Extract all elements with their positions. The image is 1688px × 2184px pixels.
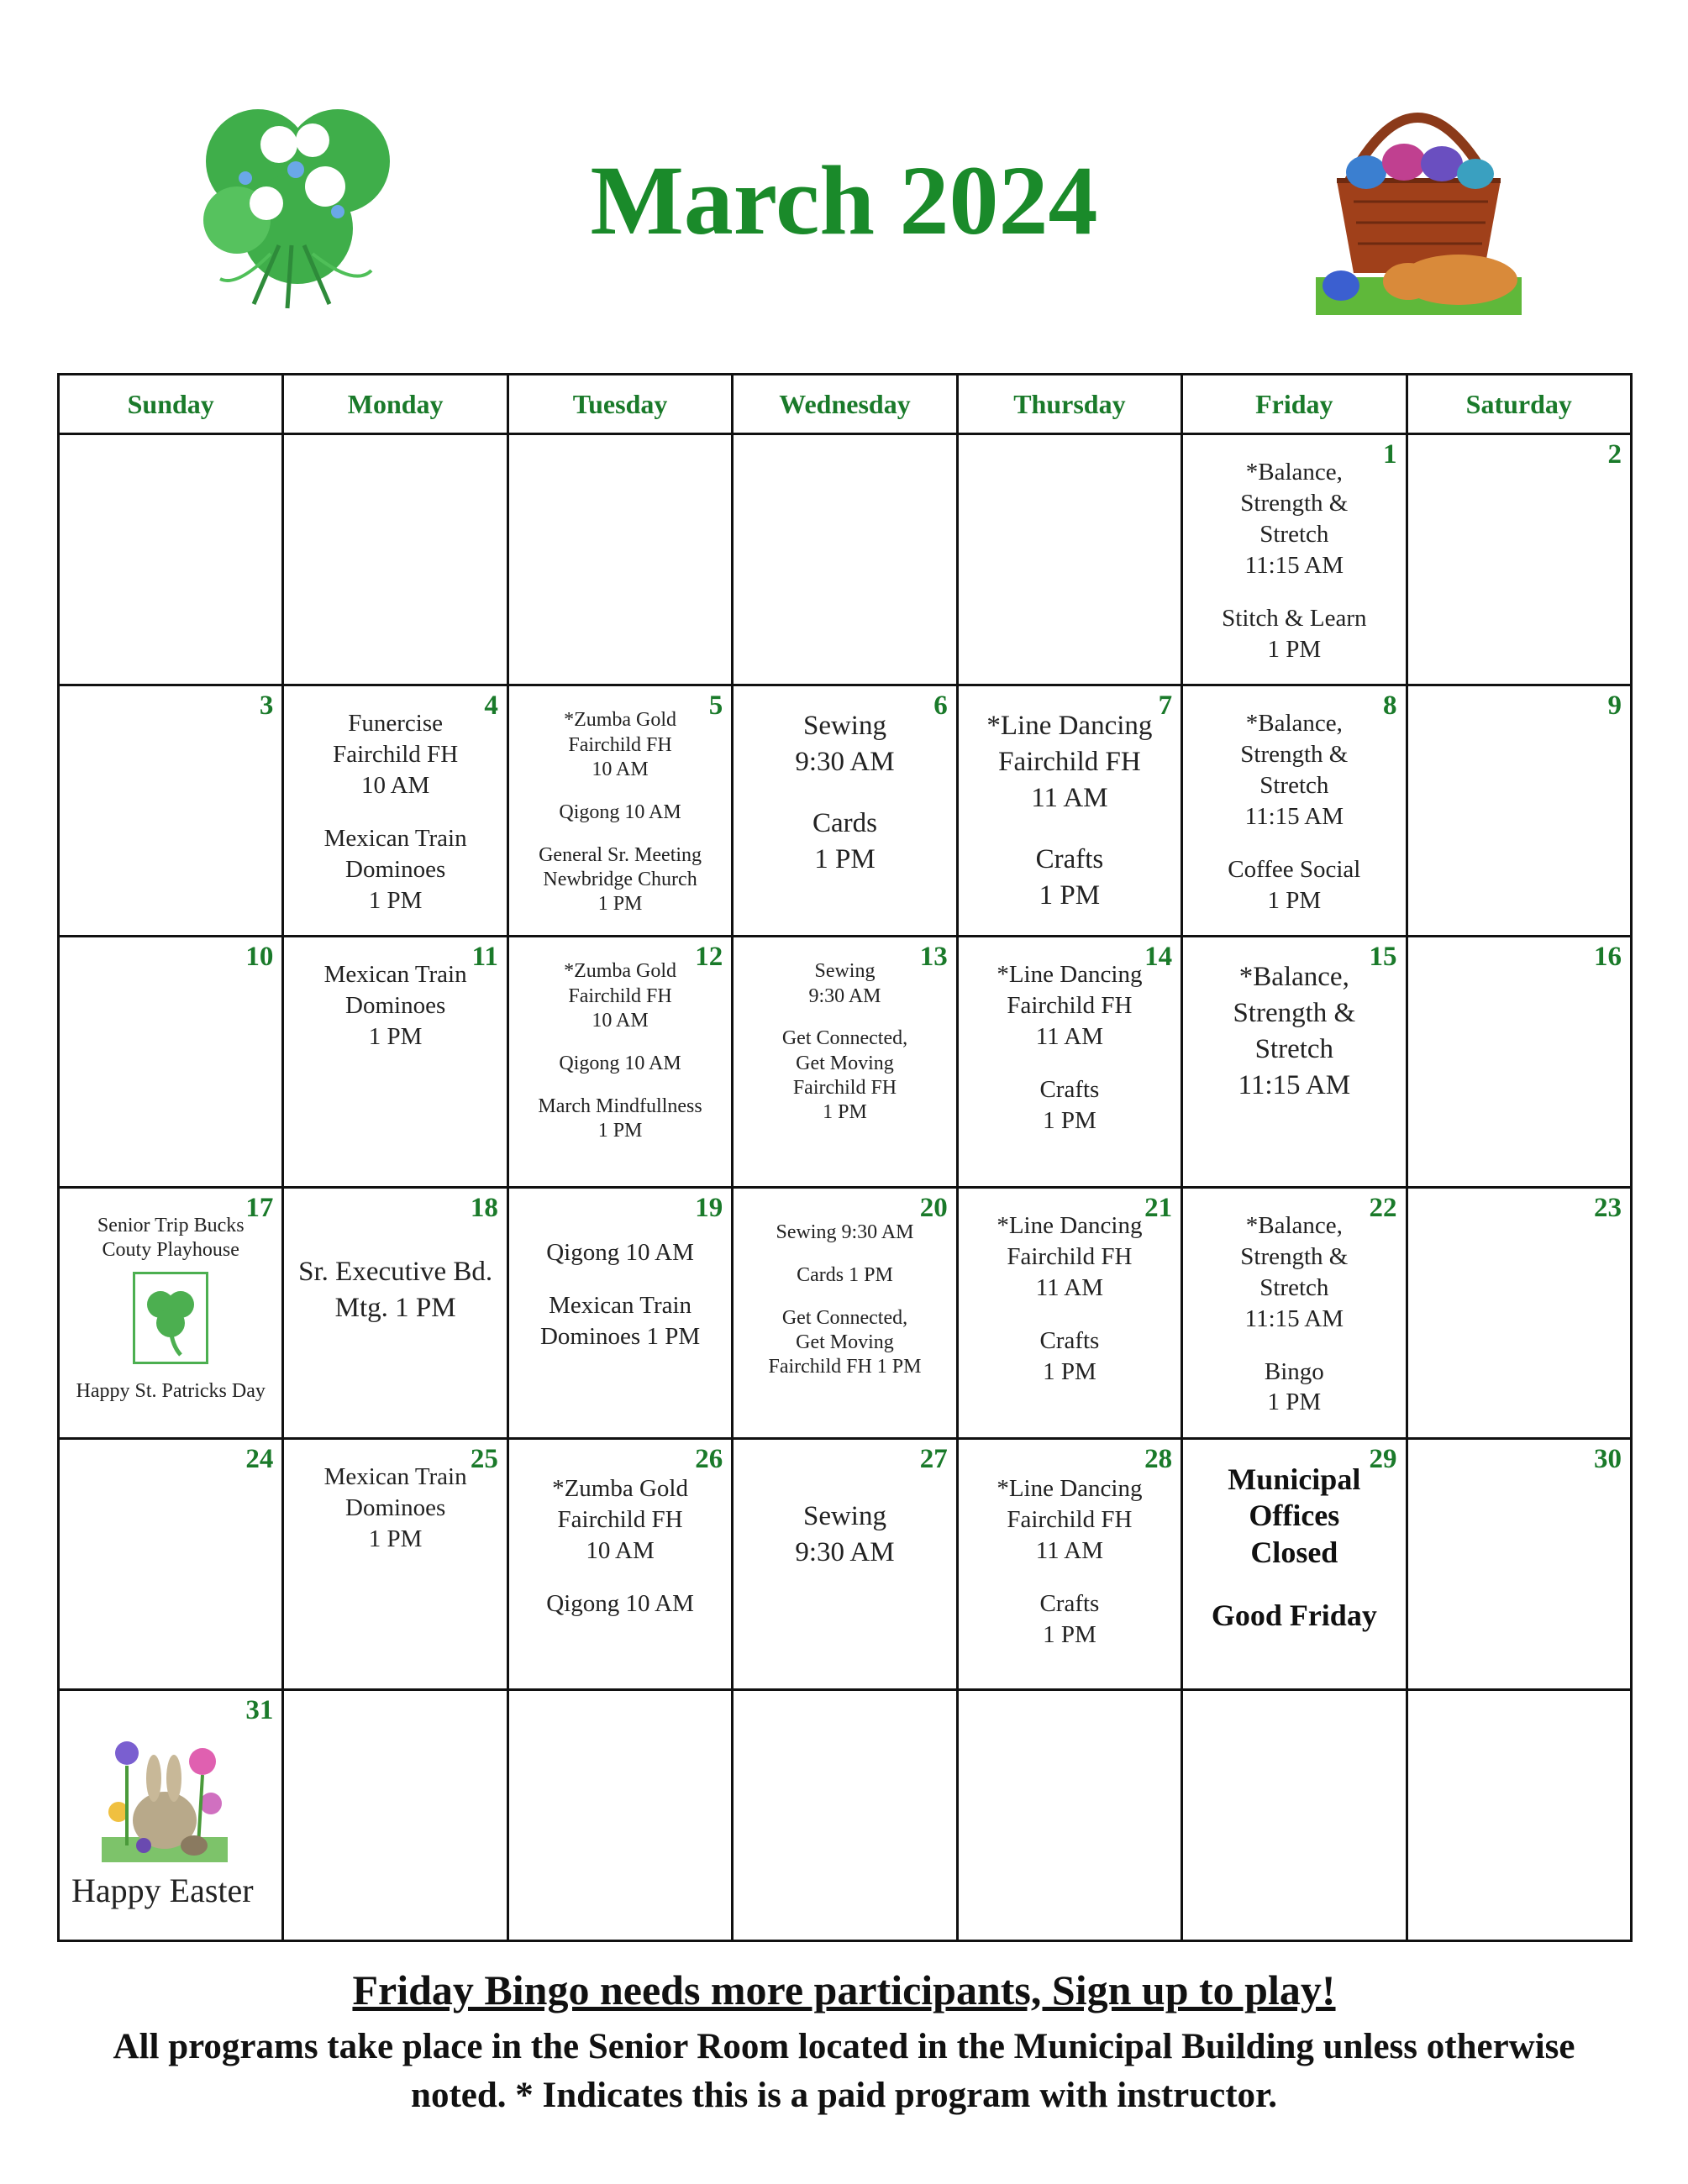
day-number: 13	[919, 942, 948, 973]
event-line: Senior Trip Bucks	[97, 1215, 245, 1237]
event-line: Stretch	[1259, 772, 1329, 800]
event-line: Fairchild FH	[333, 741, 459, 769]
spacer	[744, 1009, 945, 1027]
event-line: 1 PM	[1043, 1620, 1096, 1648]
day-cell-25	[283, 1439, 507, 1690]
easter-text: Happy Easter	[71, 1872, 254, 1910]
event-line: Cards	[812, 807, 877, 838]
event-line: Fairchild FH	[1007, 1505, 1133, 1533]
weekday-header-row	[59, 375, 1632, 434]
spacer	[744, 780, 945, 806]
spacer	[1193, 581, 1395, 603]
event-line: Dominoes 1 PM	[539, 1322, 701, 1350]
event-line: 11 AM	[1035, 1536, 1104, 1564]
event-line: Qigong 10 AM	[559, 1052, 681, 1074]
day-cell-22	[1182, 1188, 1407, 1439]
event-line: 9:30 AM	[795, 1537, 895, 1568]
event-line: Bingo	[1264, 1357, 1324, 1385]
event-line: Crafts	[1035, 843, 1104, 874]
event-line: 11:15 AM	[1244, 802, 1344, 830]
event-line: Couty Playhouse	[102, 1239, 239, 1262]
event-line: 11:15 AM	[1238, 1069, 1351, 1100]
day-cell-7	[957, 685, 1181, 937]
event-line: Qigong 10 AM	[546, 1589, 694, 1617]
spacer	[969, 1304, 1170, 1326]
event-line: Mexican Train	[323, 961, 467, 989]
day-cell-28	[957, 1439, 1181, 1690]
event-line: Fairchild FH 1 PM	[768, 1356, 922, 1378]
day-cell-14	[957, 937, 1181, 1188]
page-title: March 2024	[590, 145, 1098, 255]
day-events	[959, 686, 1181, 913]
event-line: 9:30 AM	[795, 747, 895, 778]
day-cell-30	[1407, 1439, 1631, 1690]
day-number: 7	[1158, 690, 1173, 722]
day-cell-5	[507, 685, 732, 937]
event-line: 1 PM	[1043, 1106, 1096, 1134]
day-cell-20	[733, 1188, 957, 1439]
spacer	[519, 1033, 721, 1052]
spacer	[294, 801, 496, 823]
day-number: 27	[919, 1444, 948, 1475]
bingo-headline: Friday Bingo needs more participants, Sign up to play!	[352, 1966, 1336, 2013]
event-line: 10 AM	[586, 1536, 655, 1564]
day-cell-10	[59, 937, 283, 1188]
day-number: 9	[1607, 690, 1622, 722]
day-number: 20	[919, 1193, 948, 1224]
event-line: Fairchild FH	[792, 1076, 897, 1099]
shamrock-icon	[133, 1272, 208, 1364]
day-number: 10	[245, 942, 274, 973]
event-line: 1 PM	[814, 843, 876, 874]
spacer	[969, 816, 1170, 842]
event-line: Good Friday	[1211, 1599, 1377, 1633]
event-line: Cards 1 PM	[797, 1264, 893, 1287]
event-line: 1 PM	[368, 1525, 423, 1552]
day-events	[1183, 686, 1405, 916]
event-line: Stretch	[1259, 1273, 1329, 1301]
event-line: Municipal	[1228, 1462, 1361, 1497]
day-cell-4	[283, 685, 507, 937]
event-line: Get Moving	[796, 1331, 894, 1354]
week-row	[59, 937, 1632, 1188]
empty-cell	[733, 1690, 957, 1941]
event-line: 1 PM	[1267, 1389, 1322, 1416]
spacer	[519, 825, 721, 843]
day-cell-21	[957, 1188, 1181, 1439]
spacer	[744, 1288, 945, 1306]
event-line: Stitch & Learn	[1222, 604, 1367, 632]
weekday-wednesday: Wednesday	[733, 375, 957, 434]
empty-cell	[283, 434, 507, 685]
event-line: Fairchild FH	[1007, 1243, 1133, 1271]
event-line: *Balance,	[1245, 1212, 1343, 1240]
spacer	[1193, 1335, 1395, 1357]
day-number: 12	[695, 942, 723, 973]
event-line: *Zumba Gold	[564, 960, 677, 983]
event-line: 1 PM	[368, 886, 423, 914]
spacer	[744, 1245, 945, 1263]
day-cell-15	[1182, 937, 1407, 1188]
event-line: 10 AM	[592, 758, 649, 780]
empty-cell	[1182, 1690, 1407, 1941]
day-number: 26	[695, 1444, 723, 1475]
event-line: March Mindfullness	[538, 1095, 702, 1117]
empty-cell	[283, 1690, 507, 1941]
event-line: *Balance,	[1245, 459, 1343, 486]
event-line: 1 PM	[823, 1101, 867, 1124]
event-line: *Zumba Gold	[564, 709, 677, 732]
event-line: *Line Dancing	[996, 1212, 1143, 1240]
spacer	[519, 1567, 721, 1588]
event-line: Dominoes	[345, 1494, 446, 1521]
spacer	[519, 1076, 721, 1095]
easter-basket-image	[1316, 80, 1522, 315]
day-number: 3	[259, 690, 274, 722]
day-number: 16	[1594, 942, 1622, 973]
event-line: Crafts	[1039, 1075, 1100, 1103]
day-number: 23	[1594, 1193, 1622, 1224]
day-cell-31	[59, 1690, 283, 1941]
week-row	[59, 1439, 1632, 1690]
day-cell-27	[733, 1439, 957, 1690]
event-line: 1 PM	[1039, 879, 1101, 911]
event-line: 11 AM	[1035, 1273, 1104, 1301]
weekday-saturday: Saturday	[1407, 375, 1631, 434]
programs-note: All programs take place in the Senior Room located in the Municipal Building unless otherwise noted. * Indicates this is a paid program with instructor.	[113, 2027, 1575, 2116]
spacer	[969, 1053, 1170, 1074]
event-line: Newbridge Church	[543, 868, 697, 890]
event-line: Fairchild FH	[568, 984, 672, 1007]
event-line: 1 PM	[597, 1119, 643, 1142]
weekday-thursday: Thursday	[957, 375, 1181, 434]
weekday-friday: Friday	[1182, 375, 1407, 434]
event-line: 11:15 AM	[1244, 551, 1344, 579]
day-number: 28	[1144, 1444, 1173, 1475]
event-line: *Balance,	[1245, 710, 1343, 738]
event-line: Offices	[1249, 1499, 1340, 1533]
event-line: General Sr. Meeting	[539, 843, 702, 866]
event-line: Fairchild FH	[998, 747, 1141, 778]
day-number: 14	[1144, 942, 1173, 973]
event-line: 1 PM	[1267, 886, 1322, 914]
event-line: Sewing	[814, 960, 876, 983]
day-number: 24	[245, 1444, 274, 1475]
event-line: Crafts	[1039, 1326, 1100, 1354]
weekday-monday: Monday	[283, 375, 507, 434]
event-line: Crafts	[1039, 1589, 1100, 1617]
weekday-tuesday: Tuesday	[507, 375, 732, 434]
day-events	[1183, 435, 1405, 664]
day-cell-18	[283, 1188, 507, 1439]
event-line: Fairchild FH	[568, 733, 672, 756]
day-number: 22	[1369, 1193, 1397, 1224]
event-line: 10 AM	[592, 1009, 649, 1032]
event-line: Sewing	[802, 711, 886, 742]
event-line: *Line Dancing	[986, 711, 1153, 742]
day-cell-2	[1407, 434, 1631, 685]
day-cell-23	[1407, 1188, 1631, 1439]
event-line: 11:15 AM	[1244, 1305, 1344, 1332]
day-number: 25	[470, 1444, 498, 1475]
day-cell-17	[59, 1188, 283, 1439]
spacer	[1193, 832, 1395, 854]
calendar-grid	[57, 373, 1633, 1942]
day-number: 19	[695, 1193, 723, 1224]
day-number: 18	[470, 1193, 498, 1224]
day-number: 31	[245, 1695, 274, 1726]
empty-cell	[957, 1690, 1181, 1941]
day-number: 2	[1607, 439, 1622, 470]
empty-cell	[957, 434, 1181, 685]
empty-cell	[733, 434, 957, 685]
day-number: 17	[245, 1193, 274, 1224]
event-line: Strength &	[1233, 998, 1356, 1029]
day-number: 6	[933, 690, 948, 722]
day-events	[509, 686, 731, 916]
empty-cell	[59, 434, 283, 685]
event-line: Dominoes	[345, 855, 446, 883]
event-line: Stretch	[1254, 1034, 1334, 1065]
spacer	[519, 1268, 721, 1290]
empty-cell	[1407, 1690, 1631, 1941]
weekday-sunday: Sunday	[59, 375, 283, 434]
day-cell-24	[59, 1439, 283, 1690]
week-row	[59, 1188, 1632, 1439]
event-line: *Line Dancing	[996, 961, 1143, 989]
event-line: *Line Dancing	[996, 1475, 1143, 1503]
day-number: 5	[708, 690, 723, 722]
event-line: *Zumba Gold	[552, 1475, 688, 1503]
event-line: Mtg. 1 PM	[334, 1293, 456, 1324]
event-line: 1 PM	[1267, 635, 1322, 663]
day-cell-9	[1407, 685, 1631, 937]
event-line: 1 PM	[597, 893, 643, 916]
day-number: 15	[1369, 942, 1397, 973]
event-line: Stretch	[1259, 521, 1329, 549]
event-line: Sewing 9:30 AM	[776, 1221, 914, 1244]
event-line: Sewing	[802, 1501, 886, 1532]
event-line: Dominoes	[345, 992, 446, 1020]
day-events	[284, 686, 506, 916]
event-line: Fairchild FH	[1007, 992, 1133, 1020]
event-line: Closed	[1250, 1535, 1338, 1569]
event-line: Strength &	[1240, 1243, 1349, 1271]
day-number: 1	[1383, 439, 1397, 470]
week-row	[59, 1690, 1632, 1941]
st-patricks-text: Happy St. Patricks Day	[76, 1379, 266, 1402]
event-line: Funercise	[348, 710, 443, 738]
spacer	[969, 1567, 1170, 1588]
day-cell-13	[733, 937, 957, 1188]
week-row	[59, 434, 1632, 685]
day-cell-3	[59, 685, 283, 937]
day-cell-29	[1182, 1439, 1407, 1690]
spacer	[519, 782, 721, 801]
day-number: 11	[471, 942, 498, 973]
event-line: Get Moving	[796, 1052, 894, 1074]
event-line: Coffee Social	[1228, 855, 1361, 883]
day-cell-26	[507, 1439, 732, 1690]
day-cell-12	[507, 937, 732, 1188]
day-cell-1	[1182, 434, 1407, 685]
event-line: Mexican Train	[549, 1292, 692, 1320]
event-line: Mexican Train	[323, 1463, 467, 1491]
event-line: 11 AM	[1035, 1022, 1104, 1050]
event-line: Mexican Train	[323, 824, 467, 852]
event-line: 1 PM	[1043, 1357, 1096, 1385]
event-line: Get Connected,	[781, 1027, 908, 1050]
empty-cell	[507, 434, 732, 685]
event-line: Qigong 10 AM	[559, 801, 681, 823]
day-cell-6	[733, 685, 957, 937]
event-line: Sr. Executive Bd.	[298, 1257, 493, 1288]
day-cell-11	[283, 937, 507, 1188]
event-line: Get Connected,	[781, 1306, 908, 1329]
day-number: 29	[1369, 1444, 1397, 1475]
event-line: 9:30 AM	[808, 984, 881, 1007]
week-row	[59, 685, 1632, 937]
day-number: 8	[1383, 690, 1397, 722]
event-line: Fairchild FH	[557, 1505, 683, 1533]
event-line: Strength &	[1240, 490, 1349, 517]
event-line: *Balance,	[1238, 962, 1349, 993]
event-line: 1 PM	[368, 1022, 423, 1050]
day-number: 4	[484, 690, 498, 722]
day-cell-8	[1182, 685, 1407, 937]
event-line: 11 AM	[1031, 783, 1108, 814]
event-line: 10 AM	[360, 772, 430, 800]
spacer	[1193, 1571, 1395, 1598]
bunny-flowers-image	[93, 1719, 236, 1871]
day-number: 30	[1594, 1444, 1622, 1475]
event-line: Strength &	[1240, 741, 1349, 769]
empty-cell	[507, 1690, 732, 1941]
day-number: 21	[1144, 1193, 1173, 1224]
event-line: Qigong 10 AM	[546, 1239, 694, 1267]
day-cell-19	[507, 1188, 732, 1439]
day-events	[734, 686, 955, 877]
day-cell-16	[1407, 937, 1631, 1188]
